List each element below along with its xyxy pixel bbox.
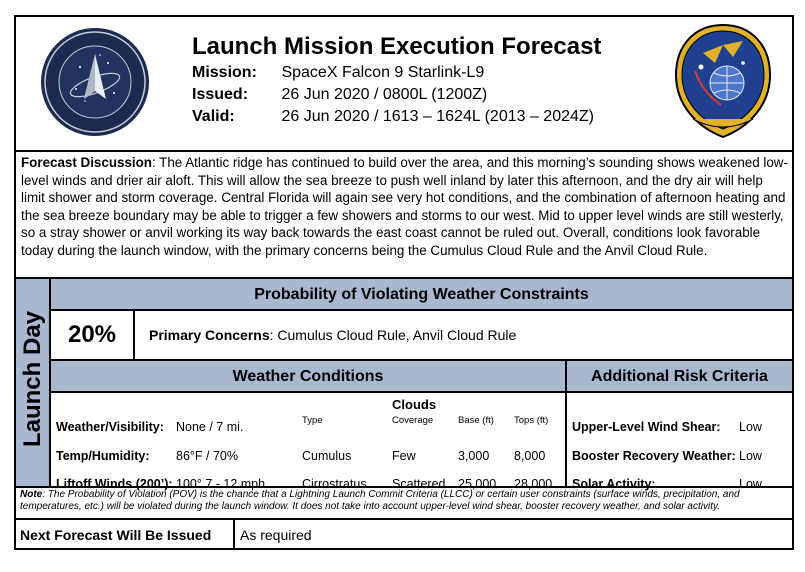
cloud-base: 25,000 [458,477,497,491]
divider [16,486,792,488]
page-title: Launch Mission Execution Forecast [192,33,602,60]
weather-squadron-patch-icon [673,23,773,139]
condition-value: 100° 7 - 12 mph [176,477,266,491]
cloud-tops: 8,000 [514,449,546,463]
valid-value: 26 Jun 2020 / 1613 – 1624L (2013 – 2024Z) [281,108,594,125]
risk-value: Low [739,420,762,434]
space-force-seal-icon [40,27,150,137]
discussion-label: Forecast Discussion [21,155,152,170]
mission-row [192,64,484,82]
column-divider [233,520,235,550]
clouds-col-header: Type [302,415,323,426]
next-forecast-label: Next Forecast Will Be Issued [20,527,212,543]
discussion-text: : The Atlantic ridge has continued to build over the area, and this morning’s sounding shows weakened low-level winds and drier air aloft. This will allow the sea breeze to push well inland by later this afternoon, and the dry air will help limit shower and storm coverage. Central Florida will again see very hot conditions, and the combination of afternoon heating and the sea breeze boundary may be able to trigger a few showers and storms to our west. Mid to upper level winds are still westerly, so a stray shower or anvil working its way back towards the east coast cannot be ruled out. Overall, conditions look favorable today during the launch window, with the primary concerns being the Cumulus Cloud Rule and the Anvil Cloud Rule. [21,155,788,258]
condition-value: 86°F / 70% [176,449,238,463]
header [16,17,792,152]
risk-value: Low [739,477,762,491]
pov-value: 20% [51,311,135,359]
note-label: Note [20,489,43,500]
condition-value: None / 7 mi. [176,420,244,434]
column-divider [565,393,567,487]
clouds-col-header: Tops (ft) [514,415,549,426]
risk-label: Upper-Level Wind Shear: [572,420,721,434]
primary-concerns-value: : Cumulus Cloud Rule, Anvil Cloud Rule [269,327,517,343]
forecast-sheet [14,15,794,550]
pov-note [20,489,790,513]
clouds-col-header: Base (ft) [458,415,494,426]
additional-risk-header: Additional Risk Criteria [567,361,792,393]
mission-label: Mission: [192,64,257,81]
issued-label: Issued: [192,86,249,103]
next-forecast-row [16,520,792,550]
condition-label: Weather/Visibility: [56,420,164,434]
primary-concerns-label: Primary Concerns [149,327,270,343]
mission-value: SpaceX Falcon 9 Starlink-L9 [281,64,485,81]
condition-label: Temp/Humidity: [56,449,150,463]
clouds-title: Clouds [392,397,437,412]
issued-row [192,86,487,104]
weather-conditions-header: Weather Conditions [51,361,567,393]
cloud-type: Cumulus [302,449,352,463]
next-forecast-value: As required [240,527,312,543]
forecast-discussion [21,154,789,259]
cloud-base: 3,000 [458,449,490,463]
launch-day-section [16,279,792,491]
cloud-coverage: Few [392,449,416,463]
risk-label: Booster Recovery Weather: [572,449,736,463]
valid-row [192,108,594,126]
issued-value: 26 Jun 2020 / 0800L (1200Z) [281,86,488,103]
launch-day-label: Launch Day [19,310,46,448]
risk-value: Low [739,449,762,463]
pov-header: Probability of Violating Weather Constraints [51,279,792,311]
valid-label: Valid: [192,108,235,125]
cloud-coverage: Scattered [392,477,446,491]
divider [16,150,792,152]
launch-day-side-band [16,279,51,487]
primary-concerns [149,311,516,359]
pov-row [51,311,792,361]
note-text: : The Probability of Violation (POV) is the chance that a Lightning Launch Commit Criteria (LLCC) or certain user constraints (surface winds, precipitation, and temperatures, etc.) will be violated during the launch window. It does not take into account upper-level wind shear, booster recovery weather, and solar activity. [20,489,740,512]
risk-label: Solar Activity: [572,477,656,491]
condition-label: Liftoff Winds (200’): [56,477,173,491]
clouds-col-header: Coverage [392,415,434,426]
cloud-tops: 28,000 [514,477,553,491]
cloud-type: Cirrostratus [302,477,367,491]
